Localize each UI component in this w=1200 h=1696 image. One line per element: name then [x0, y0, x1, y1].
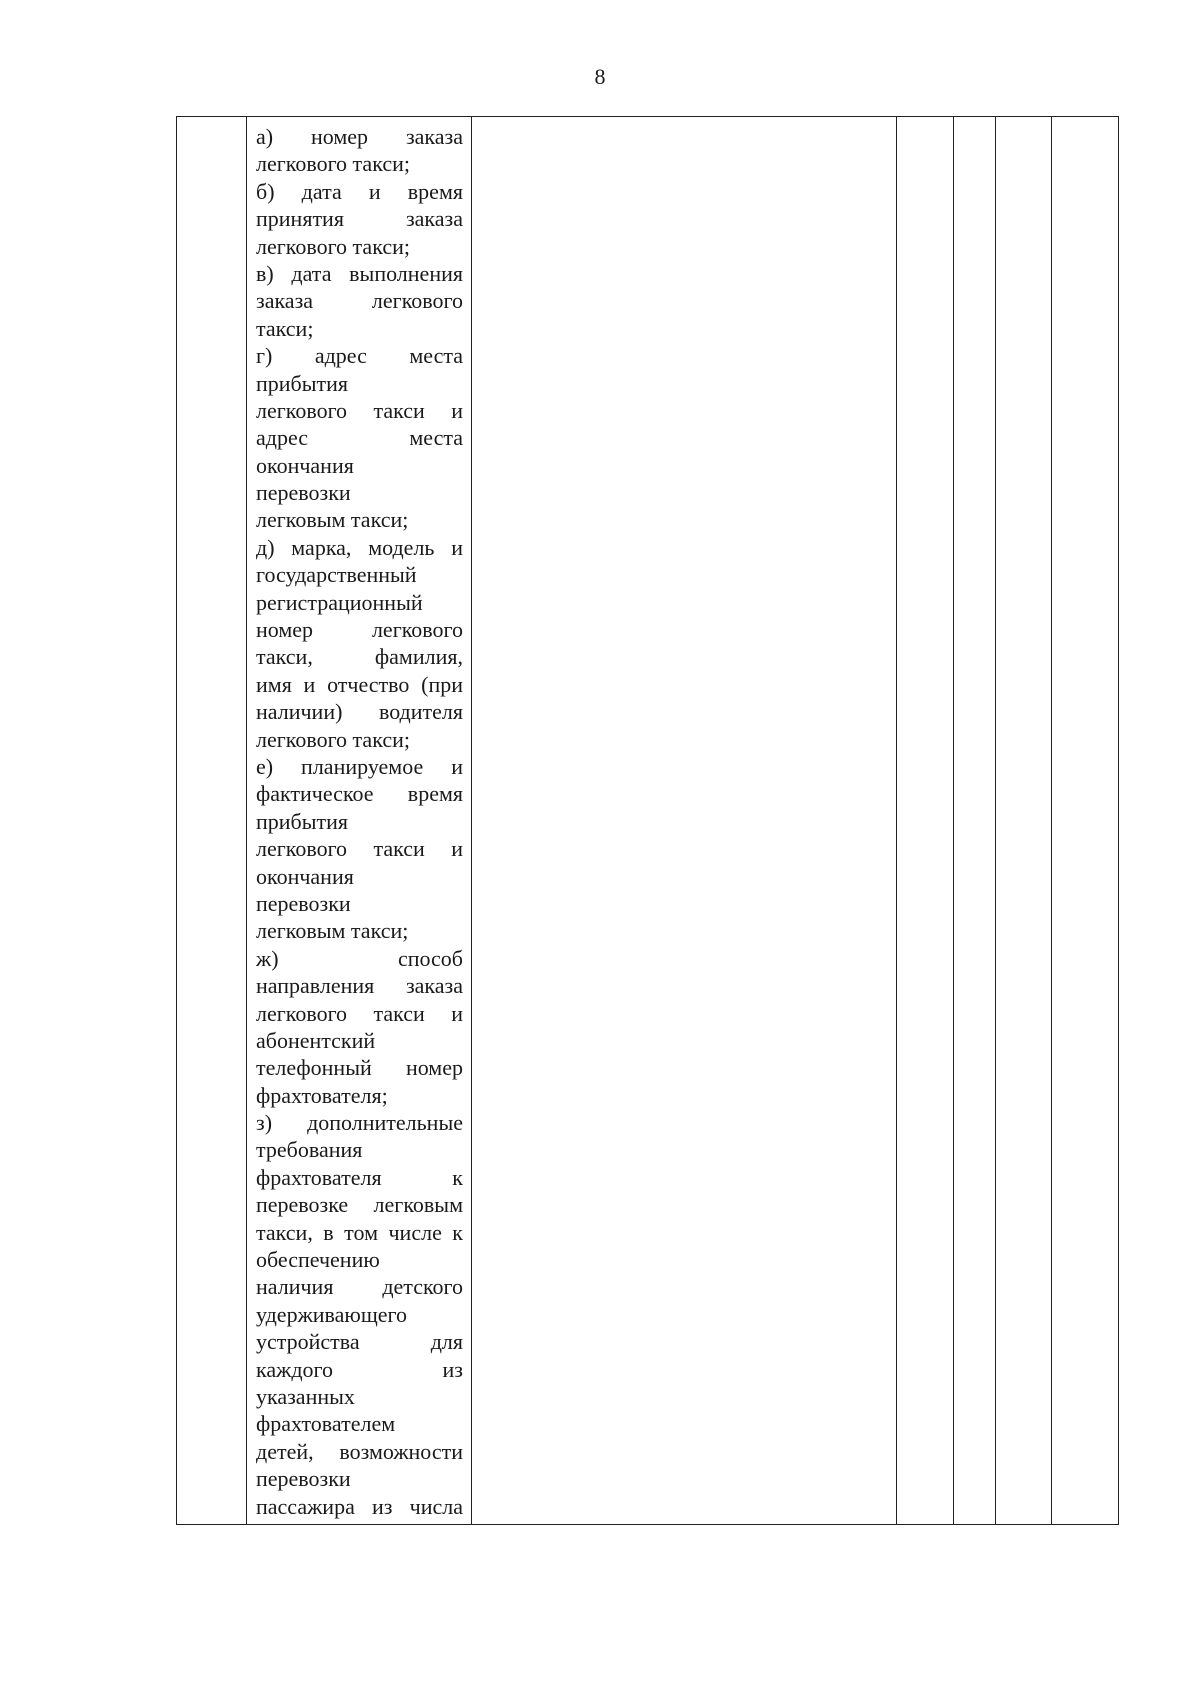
page-number: 8: [594, 64, 606, 89]
description-line: такси;: [256, 315, 314, 341]
description-line: фрахтователем: [256, 1411, 396, 1437]
description-line: абонентский: [256, 1027, 376, 1053]
description-line: государственный: [256, 562, 417, 588]
description-line: окончания: [256, 452, 354, 478]
description-line: окончания: [256, 863, 354, 889]
description-line: перевозки: [256, 1466, 351, 1492]
description-text: [247, 117, 471, 1520]
description-line: легковым такси;: [256, 507, 409, 533]
cell-description: [247, 117, 472, 1525]
description-line: детей, возможности: [256, 1438, 463, 1464]
description-line: указанных: [256, 1383, 355, 1409]
description-line: номер легкового: [256, 617, 463, 643]
description-line: наличия детского: [256, 1274, 463, 1300]
cell-requirement: [472, 117, 897, 1525]
cell-col4: [897, 117, 954, 1525]
description-line: фрахтователя к: [256, 1164, 463, 1190]
description-line: устройства для: [256, 1329, 463, 1355]
cell-col7: [1052, 117, 1119, 1525]
description-line: направления заказа: [256, 973, 463, 999]
description-line: ж) способ: [256, 945, 463, 971]
cell-col6: [996, 117, 1052, 1525]
cell-number: [177, 117, 247, 1525]
description-line: требования: [256, 1137, 363, 1163]
description-line: г) адрес места: [256, 343, 463, 369]
description-line: б) дата и время: [256, 178, 463, 204]
description-line: легкового такси;: [256, 726, 410, 752]
description-line: перевозке легковым: [256, 1192, 463, 1218]
description-line: регистрационный: [256, 589, 423, 615]
description-line: е) планируемое и: [256, 753, 463, 779]
description-line: принятия заказа: [256, 206, 463, 232]
description-line: удерживающего: [256, 1301, 408, 1327]
description-line: легкового такси;: [256, 151, 410, 177]
description-line: заказа легкового: [256, 288, 463, 314]
description-line: легкового такси и: [256, 397, 463, 423]
description-line: такси, в том числе к: [256, 1219, 463, 1245]
description-line: перевозки: [256, 480, 351, 506]
description-line: прибытия: [256, 808, 349, 834]
description-line: в) дата выполнения: [256, 260, 463, 286]
description-line: такси, фамилия,: [256, 644, 463, 670]
description-line: фактическое время: [256, 781, 463, 807]
description-line: д) марка, модель и: [256, 534, 463, 560]
description-line: каждого из: [256, 1356, 463, 1382]
description-line: а) номер заказа: [256, 124, 463, 149]
description-line: легкового такси и: [256, 1000, 463, 1026]
description-line: пассажира из числа: [256, 1493, 463, 1519]
description-line: легкового такси;: [256, 233, 410, 259]
description-line: обеспечению: [256, 1247, 380, 1273]
description-line: наличии) водителя: [256, 699, 463, 725]
description-line: прибытия: [256, 370, 349, 396]
requirements-table: [176, 116, 1119, 1525]
description-line: перевозки: [256, 890, 351, 916]
cell-col5: [954, 117, 996, 1525]
description-line: имя и отчество (при: [256, 671, 463, 697]
table-row: [177, 117, 1119, 1525]
description-line: легкового такси и: [256, 836, 463, 862]
description-line: з) дополнительные: [256, 1110, 463, 1136]
description-line: адрес места: [256, 425, 463, 451]
description-line: телефонный номер: [256, 1055, 463, 1081]
description-line: легковым такси;: [256, 918, 409, 944]
description-line: фрахтователя;: [256, 1082, 388, 1108]
